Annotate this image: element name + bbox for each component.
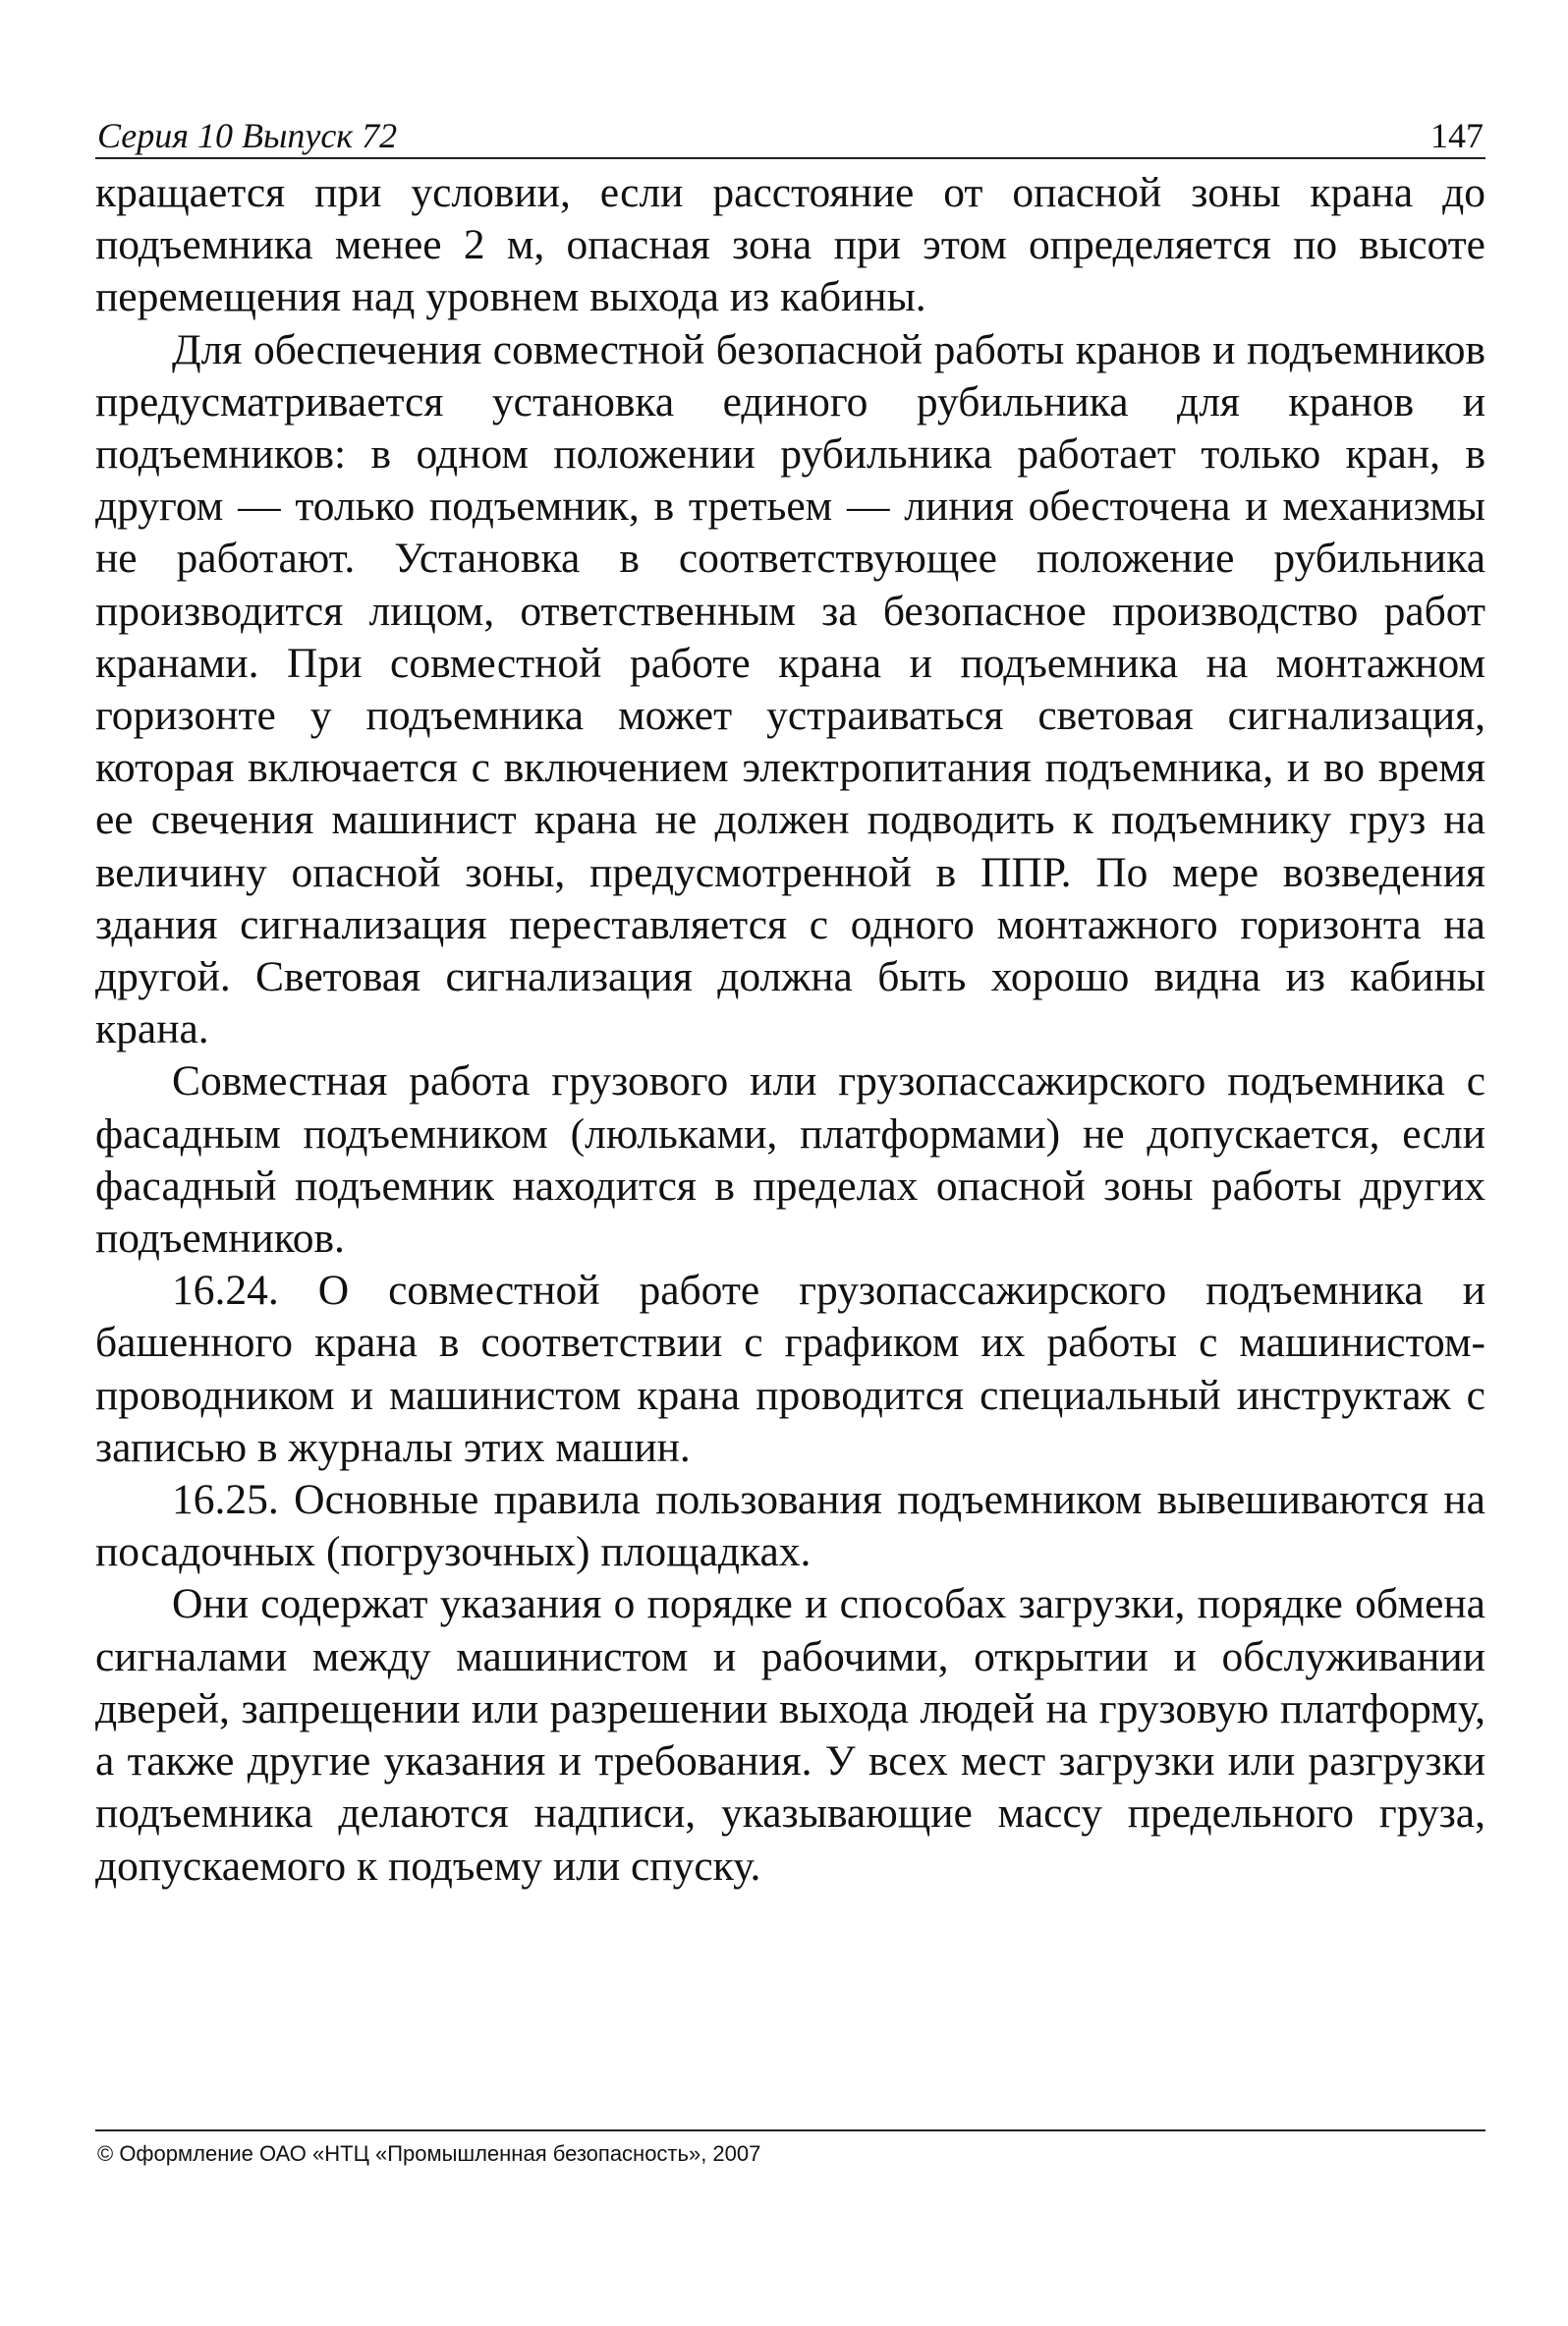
paragraph-rules-content: Они содержат указания о порядке и способах загрузки, порядке обмена сигналами между машинистом и рабочими, открытии и обслуживании дверей, запрещении или разрешении выхода людей на грузовую платформу, а также другие указания и требования. У всех мест загрузки или разгрузки подъемника делаются надписи, указывающие массу предельного груза, допускаемого к подъему или спуску. <box>95 1580 1485 1890</box>
copyright-note: © Оформление ОАО «НТЦ «Промышленная безопасность», 2007 <box>97 2141 761 2166</box>
running-header <box>95 98 1485 159</box>
page-number: 147 <box>1430 116 1484 155</box>
paragraph-facade-lift: Совместная работа грузового или грузопассажирского подъемника с фасадным подъемником (люльками, платформами) не допускается, если фасадный подъемник находится в пределах опасной зоны работы других подъемников. <box>95 1057 1485 1263</box>
footer-divider <box>95 2129 1485 2131</box>
paragraph-16-24: 16.24. О совместной работе грузопассажирского подъемника и башенного крана в соответствии с графиком их работы с машинистом-проводником и машинистом крана проводится специальный инструктаж с записью в журналы этих машин. <box>95 1267 1485 1471</box>
paragraph-16-25: 16.25. Основные правила пользования подъемником вывешиваются на посадочных (погрузочных) площадках. <box>95 1476 1485 1576</box>
paragraph-continuation: кращается при условии, если расстояние от опасной зоны крана до подъемника менее 2 м, опасная зона при этом определяется по высоте перемещения над уровнем выхода из кабины. <box>95 169 1485 321</box>
series-title: Серия 10 Выпуск 72 <box>97 116 398 155</box>
document-page <box>95 98 1485 1893</box>
paragraph-crane-lift-switch: Для обеспечения совместной безопасной работы кранов и подъемников предусматривается установка единого рубильника для кранов и подъемников: в одном положении рубильника работает только кран, в другом — только подъемник, в третьем — линия обесточена и механизмы не работают. Установка в соответствующее положение рубильника производится лицом, ответственным за безопасное производство работ кранами. При совместной работе крана и подъемника на монтажном горизонте у подъемника может устраиваться световая сигнализация, которая включается с включением электропитания подъемника, и во время ее свечения машинист крана не должен подводить к подъемнику груз на величину опасной зоны, предусмотренной в ППР. По мере возведения здания сигнализация переставляется с одного монтажного горизонта на другой. Световая сигнализация должна быть хорошо видна из кабины крана. <box>95 325 1485 1053</box>
body-text <box>95 167 1485 1893</box>
